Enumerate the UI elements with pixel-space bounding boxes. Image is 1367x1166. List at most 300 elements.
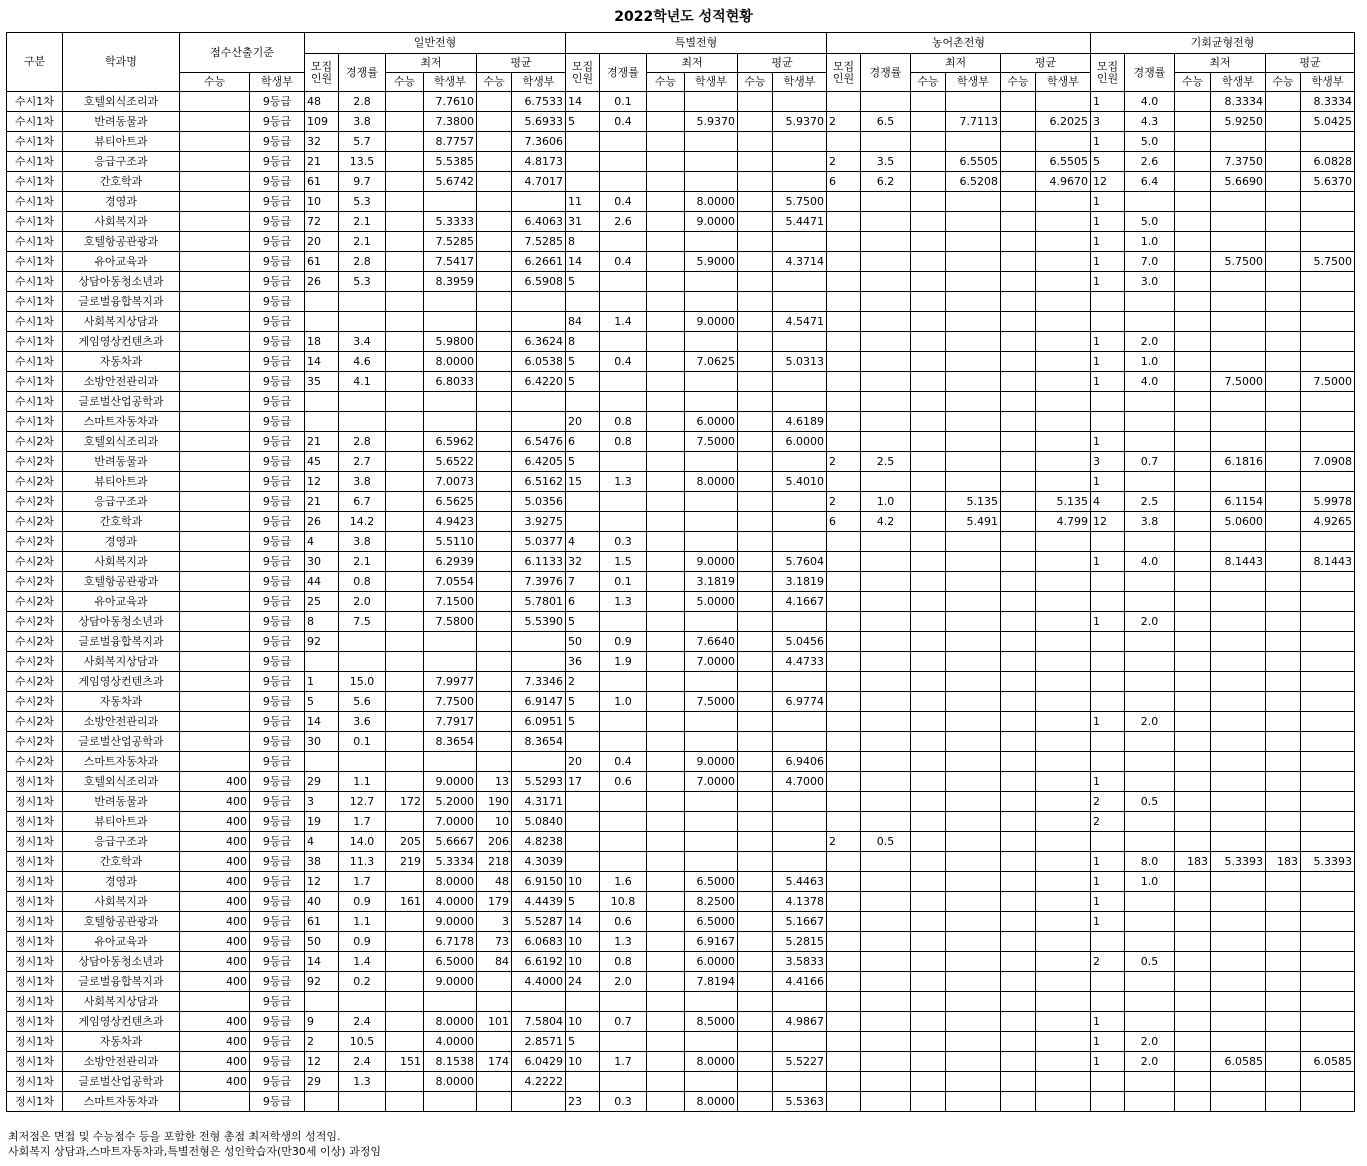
table-cell: 8.0000 bbox=[685, 472, 738, 492]
table-cell bbox=[477, 592, 512, 612]
table-cell bbox=[386, 92, 424, 112]
table-cell: 10 bbox=[566, 932, 600, 952]
table-cell bbox=[946, 432, 1001, 452]
table-cell: 응급구조과 bbox=[63, 152, 180, 172]
table-cell bbox=[180, 272, 250, 292]
table-cell bbox=[1125, 892, 1175, 912]
table-cell: 6.4063 bbox=[512, 212, 566, 232]
table-cell: 7.5 bbox=[339, 612, 386, 632]
table-cell bbox=[1175, 792, 1211, 812]
table-cell bbox=[600, 832, 647, 852]
table-cell bbox=[1266, 912, 1301, 932]
table-cell: 1.0 bbox=[600, 692, 647, 712]
table-cell bbox=[827, 392, 861, 412]
table-cell bbox=[1001, 1072, 1036, 1092]
table-cell bbox=[738, 612, 773, 632]
table-cell: 4.9423 bbox=[424, 512, 477, 532]
table-cell: 179 bbox=[477, 892, 512, 912]
table-cell bbox=[861, 852, 911, 872]
table-cell bbox=[386, 1092, 424, 1112]
table-cell: 4 bbox=[566, 532, 600, 552]
table-cell bbox=[738, 1032, 773, 1052]
table-row bbox=[7, 372, 1355, 392]
table-cell: 8.0000 bbox=[685, 1052, 738, 1072]
table-cell: 9등급 bbox=[250, 1092, 305, 1112]
table-cell: 1 bbox=[1091, 252, 1125, 272]
table-cell: 7.5000 bbox=[685, 692, 738, 712]
table-cell bbox=[477, 472, 512, 492]
table-cell bbox=[1301, 792, 1355, 812]
table-cell bbox=[305, 992, 339, 1012]
table-cell: 사회복지상담과 bbox=[63, 992, 180, 1012]
table-cell: 5.0456 bbox=[773, 632, 827, 652]
table-cell: 109 bbox=[305, 112, 339, 132]
table-cell bbox=[1175, 892, 1211, 912]
table-cell bbox=[1175, 712, 1211, 732]
table-cell bbox=[1301, 672, 1355, 692]
table-cell: 14 bbox=[566, 252, 600, 272]
table-cell: 5.6522 bbox=[424, 452, 477, 472]
table-row bbox=[7, 652, 1355, 672]
table-cell bbox=[861, 232, 911, 252]
table-cell: 6.9406 bbox=[773, 752, 827, 772]
table-cell: 소방안전관리과 bbox=[63, 372, 180, 392]
table-cell bbox=[738, 292, 773, 312]
table-cell: 6.0000 bbox=[685, 412, 738, 432]
table-cell bbox=[827, 472, 861, 492]
table-cell bbox=[1211, 732, 1266, 752]
table-cell: 9등급 bbox=[250, 432, 305, 452]
table-cell bbox=[1211, 652, 1266, 672]
table-cell bbox=[911, 132, 946, 152]
table-cell: 9등급 bbox=[250, 552, 305, 572]
table-row bbox=[7, 772, 1355, 792]
table-cell bbox=[1266, 752, 1301, 772]
table-cell: 글로벌산업공학과 bbox=[63, 392, 180, 412]
table-cell bbox=[946, 852, 1001, 872]
table-cell bbox=[827, 872, 861, 892]
table-cell bbox=[827, 772, 861, 792]
table-cell bbox=[861, 792, 911, 812]
table-cell bbox=[827, 752, 861, 772]
table-cell: 유아교육과 bbox=[63, 252, 180, 272]
table-cell: 스마트자동차과 bbox=[63, 412, 180, 432]
table-cell: 151 bbox=[386, 1052, 424, 1072]
header-recruit-label-b: 인원 bbox=[832, 71, 855, 85]
table-cell: 글로벌산업공학과 bbox=[63, 732, 180, 752]
table-cell: 8.2500 bbox=[685, 892, 738, 912]
table-cell: 7.0000 bbox=[685, 772, 738, 792]
table-cell: 1.7 bbox=[339, 812, 386, 832]
table-cell bbox=[1036, 252, 1091, 272]
table-cell bbox=[685, 672, 738, 692]
table-cell: 4.7000 bbox=[773, 772, 827, 792]
table-cell bbox=[911, 92, 946, 112]
table-cell bbox=[1301, 392, 1355, 412]
table-cell bbox=[738, 532, 773, 552]
table-cell bbox=[861, 332, 911, 352]
table-cell bbox=[911, 472, 946, 492]
table-cell bbox=[1091, 1072, 1125, 1092]
table-cell bbox=[861, 532, 911, 552]
table-cell bbox=[1036, 1012, 1091, 1032]
table-cell bbox=[911, 532, 946, 552]
table-cell bbox=[647, 192, 685, 212]
table-cell: 5.0356 bbox=[512, 492, 566, 512]
table-cell bbox=[1091, 572, 1125, 592]
table-cell: 6.9774 bbox=[773, 692, 827, 712]
table-cell bbox=[1036, 452, 1091, 472]
table-cell bbox=[647, 1092, 685, 1112]
table-cell: 0.3 bbox=[600, 532, 647, 552]
table-cell bbox=[1036, 92, 1091, 112]
table-cell bbox=[477, 712, 512, 732]
table-cell: 2 bbox=[305, 1032, 339, 1052]
table-cell: 5.7500 bbox=[1211, 252, 1266, 272]
table-cell: 8 bbox=[566, 332, 600, 352]
table-cell bbox=[477, 312, 512, 332]
table-cell: 상담아동청소년과 bbox=[63, 272, 180, 292]
header-recruit-count bbox=[566, 54, 600, 92]
table-cell bbox=[566, 152, 600, 172]
table-cell bbox=[773, 832, 827, 852]
table-cell: 간호학과 bbox=[63, 172, 180, 192]
table-row bbox=[7, 572, 1355, 592]
table-cell bbox=[685, 452, 738, 472]
table-cell bbox=[1175, 1032, 1211, 1052]
table-cell: 7.3800 bbox=[424, 112, 477, 132]
table-row bbox=[7, 492, 1355, 512]
table-cell: 190 bbox=[477, 792, 512, 812]
table-cell: 응급구조과 bbox=[63, 832, 180, 852]
table-cell bbox=[647, 312, 685, 332]
table-cell: 12 bbox=[305, 472, 339, 492]
table-cell: 7.3606 bbox=[512, 132, 566, 152]
table-cell bbox=[861, 1072, 911, 1092]
table-cell bbox=[685, 292, 738, 312]
table-cell: 9등급 bbox=[250, 492, 305, 512]
table-cell: 5.9000 bbox=[685, 252, 738, 272]
table-cell bbox=[647, 632, 685, 652]
table-cell bbox=[1001, 492, 1036, 512]
table-cell bbox=[773, 532, 827, 552]
table-cell bbox=[1175, 292, 1211, 312]
table-cell bbox=[180, 572, 250, 592]
table-cell: 9등급 bbox=[250, 692, 305, 712]
table-cell: 수시1차 bbox=[7, 132, 63, 152]
table-cell bbox=[946, 732, 1001, 752]
table-cell: 수시2차 bbox=[7, 732, 63, 752]
table-cell: 5.5293 bbox=[512, 772, 566, 792]
table-cell: 4.0 bbox=[1125, 552, 1175, 572]
table-row bbox=[7, 952, 1355, 972]
table-cell: 9.0000 bbox=[685, 312, 738, 332]
table-cell bbox=[512, 192, 566, 212]
table-cell bbox=[1175, 752, 1211, 772]
table-cell bbox=[1175, 312, 1211, 332]
table-cell bbox=[773, 852, 827, 872]
table-cell: 23 bbox=[566, 1092, 600, 1112]
table-cell bbox=[600, 792, 647, 812]
table-cell: 7.0625 bbox=[685, 352, 738, 372]
table-cell bbox=[180, 252, 250, 272]
table-cell bbox=[685, 792, 738, 812]
table-cell: 5 bbox=[566, 892, 600, 912]
table-cell: 5.9978 bbox=[1301, 492, 1355, 512]
table-cell bbox=[386, 572, 424, 592]
table-cell bbox=[1175, 92, 1211, 112]
table-cell bbox=[1001, 152, 1036, 172]
table-cell: 수시2차 bbox=[7, 452, 63, 472]
table-cell: 8.0000 bbox=[424, 1072, 477, 1092]
table-cell bbox=[1125, 412, 1175, 432]
table-cell: 4.6189 bbox=[773, 412, 827, 432]
table-row bbox=[7, 332, 1355, 352]
table-cell bbox=[1175, 272, 1211, 292]
table-cell bbox=[386, 1032, 424, 1052]
table-cell bbox=[1001, 832, 1036, 852]
table-cell: 400 bbox=[180, 772, 250, 792]
table-cell bbox=[1211, 752, 1266, 772]
table-cell bbox=[566, 832, 600, 852]
table-cell bbox=[647, 492, 685, 512]
table-cell bbox=[1175, 452, 1211, 472]
table-cell bbox=[1301, 612, 1355, 632]
table-cell: 15 bbox=[566, 472, 600, 492]
table-cell bbox=[386, 372, 424, 392]
table-cell: 18 bbox=[305, 332, 339, 352]
table-cell bbox=[1175, 912, 1211, 932]
table-cell: 6.5505 bbox=[1036, 152, 1091, 172]
table-cell bbox=[1211, 672, 1266, 692]
table-cell bbox=[180, 992, 250, 1012]
table-cell: 5.6933 bbox=[512, 112, 566, 132]
table-cell bbox=[1175, 212, 1211, 232]
table-cell: 2.0 bbox=[1125, 612, 1175, 632]
table-cell bbox=[1175, 432, 1211, 452]
table-cell: 1 bbox=[1091, 432, 1125, 452]
table-cell: 9등급 bbox=[250, 932, 305, 952]
table-cell: 7.9977 bbox=[424, 672, 477, 692]
table-cell: 스마트자동차과 bbox=[63, 1092, 180, 1112]
table-cell: 6.0000 bbox=[773, 432, 827, 452]
table-cell: 자동차과 bbox=[63, 1032, 180, 1052]
table-cell: 20 bbox=[566, 752, 600, 772]
table-cell: 5.0377 bbox=[512, 532, 566, 552]
table-row bbox=[7, 252, 1355, 272]
table-cell bbox=[647, 672, 685, 692]
table-cell bbox=[1036, 132, 1091, 152]
table-cell bbox=[600, 292, 647, 312]
table-cell bbox=[861, 652, 911, 672]
table-cell: 6.5962 bbox=[424, 432, 477, 452]
table-cell: 12 bbox=[305, 1052, 339, 1072]
table-cell bbox=[566, 292, 600, 312]
table-cell bbox=[946, 1052, 1001, 1072]
table-cell bbox=[827, 532, 861, 552]
table-row bbox=[7, 152, 1355, 172]
table-cell bbox=[1175, 512, 1211, 532]
table-cell: 1 bbox=[1091, 132, 1125, 152]
table-cell: 26 bbox=[305, 272, 339, 292]
table-cell: 1.1 bbox=[339, 772, 386, 792]
table-cell bbox=[911, 912, 946, 932]
table-cell: 13.5 bbox=[339, 152, 386, 172]
table-cell: 8.3654 bbox=[512, 732, 566, 752]
table-cell bbox=[827, 332, 861, 352]
table-cell bbox=[1266, 372, 1301, 392]
table-cell bbox=[305, 312, 339, 332]
table-cell: 1.3 bbox=[600, 472, 647, 492]
table-cell: 수시2차 bbox=[7, 692, 63, 712]
table-row bbox=[7, 292, 1355, 312]
table-cell: 174 bbox=[477, 1052, 512, 1072]
table-cell bbox=[1301, 832, 1355, 852]
table-cell bbox=[647, 212, 685, 232]
table-cell bbox=[1001, 312, 1036, 332]
table-cell: 정시1차 bbox=[7, 772, 63, 792]
table-row bbox=[7, 752, 1355, 772]
table-cell bbox=[685, 232, 738, 252]
table-cell bbox=[1301, 352, 1355, 372]
table-cell bbox=[773, 612, 827, 632]
table-cell: 4 bbox=[305, 532, 339, 552]
header-suneung: 수능 bbox=[477, 73, 512, 92]
table-cell bbox=[180, 192, 250, 212]
table-cell: 1.5 bbox=[600, 552, 647, 572]
table-cell bbox=[773, 452, 827, 472]
table-cell: 4.5471 bbox=[773, 312, 827, 332]
table-cell bbox=[738, 372, 773, 392]
table-cell bbox=[911, 752, 946, 772]
table-cell bbox=[339, 392, 386, 412]
table-cell: 3.8 bbox=[339, 472, 386, 492]
table-cell bbox=[911, 312, 946, 332]
table-cell bbox=[305, 412, 339, 432]
table-cell bbox=[1001, 632, 1036, 652]
table-cell: 사회복지상담과 bbox=[63, 652, 180, 672]
table-cell: 5.3334 bbox=[424, 852, 477, 872]
table-cell bbox=[386, 1012, 424, 1032]
table-cell bbox=[946, 532, 1001, 552]
table-cell bbox=[738, 852, 773, 872]
table-cell: 4.3039 bbox=[512, 852, 566, 872]
table-cell bbox=[1301, 712, 1355, 732]
table-cell bbox=[1266, 992, 1301, 1012]
table-cell bbox=[1211, 272, 1266, 292]
table-cell: 7.0000 bbox=[424, 812, 477, 832]
table-cell bbox=[773, 672, 827, 692]
table-cell: 31 bbox=[566, 212, 600, 232]
table-cell: 36 bbox=[566, 652, 600, 672]
table-cell bbox=[685, 732, 738, 752]
table-cell bbox=[1036, 832, 1091, 852]
table-cell bbox=[738, 892, 773, 912]
table-cell: 5.2815 bbox=[773, 932, 827, 952]
table-cell bbox=[685, 852, 738, 872]
header-suneung: 수능 bbox=[911, 73, 946, 92]
table-cell bbox=[738, 192, 773, 212]
header-haksaeng: 학생부 bbox=[250, 73, 305, 92]
table-cell: 9.0000 bbox=[685, 552, 738, 572]
table-cell bbox=[946, 592, 1001, 612]
table-cell: 1 bbox=[1091, 92, 1125, 112]
table-cell bbox=[1036, 612, 1091, 632]
table-cell: 5 bbox=[566, 1032, 600, 1052]
table-cell: 1 bbox=[1091, 372, 1125, 392]
table-cell: 14 bbox=[305, 712, 339, 732]
table-cell: 7.5417 bbox=[424, 252, 477, 272]
table-cell bbox=[827, 992, 861, 1012]
table-cell bbox=[1301, 992, 1355, 1012]
header-haksaeng: 학생부 bbox=[424, 73, 477, 92]
table-cell bbox=[911, 632, 946, 652]
table-cell bbox=[773, 792, 827, 812]
table-cell bbox=[911, 172, 946, 192]
table-cell: 5.3 bbox=[339, 192, 386, 212]
table-cell bbox=[180, 692, 250, 712]
table-cell bbox=[386, 252, 424, 272]
table-cell bbox=[477, 732, 512, 752]
table-cell bbox=[827, 972, 861, 992]
table-cell: 29 bbox=[305, 772, 339, 792]
table-cell: 1 bbox=[1091, 892, 1125, 912]
table-cell bbox=[1266, 252, 1301, 272]
table-cell: 9등급 bbox=[250, 952, 305, 972]
table-cell: 수시1차 bbox=[7, 292, 63, 312]
table-cell: 2.8 bbox=[339, 252, 386, 272]
table-cell bbox=[1266, 132, 1301, 152]
header-lowest: 최저 bbox=[1175, 54, 1266, 73]
table-cell: 5.7604 bbox=[773, 552, 827, 572]
table-cell bbox=[738, 392, 773, 412]
table-cell: 3.5 bbox=[861, 152, 911, 172]
header-suneung: 수능 bbox=[1175, 73, 1211, 92]
table-cell: 7.3976 bbox=[512, 572, 566, 592]
table-cell: 6.9167 bbox=[685, 932, 738, 952]
table-cell bbox=[1001, 472, 1036, 492]
table-cell bbox=[946, 472, 1001, 492]
header-recruit-label-a: 모집 bbox=[1096, 59, 1119, 73]
table-cell bbox=[773, 292, 827, 312]
table-cell: 4.9670 bbox=[1036, 172, 1091, 192]
table-cell bbox=[1175, 772, 1211, 792]
table-cell: 1 bbox=[1091, 852, 1125, 872]
table-cell bbox=[1211, 412, 1266, 432]
table-cell bbox=[861, 1032, 911, 1052]
table-cell: 2.4 bbox=[339, 1012, 386, 1032]
table-cell bbox=[424, 392, 477, 412]
table-cell bbox=[512, 992, 566, 1012]
table-cell bbox=[738, 252, 773, 272]
table-cell bbox=[386, 652, 424, 672]
table-cell: 4.3171 bbox=[512, 792, 566, 812]
table-cell bbox=[1301, 212, 1355, 232]
table-cell: 8.5000 bbox=[685, 1012, 738, 1032]
table-cell: 6.0585 bbox=[1301, 1052, 1355, 1072]
table-cell: 61 bbox=[305, 252, 339, 272]
table-cell: 3.1819 bbox=[685, 572, 738, 592]
table-row bbox=[7, 892, 1355, 912]
table-cell bbox=[1125, 1012, 1175, 1032]
table-cell bbox=[1301, 912, 1355, 932]
table-cell: 9등급 bbox=[250, 232, 305, 252]
table-cell: 9등급 bbox=[250, 132, 305, 152]
table-cell: 0.4 bbox=[600, 352, 647, 372]
table-cell: 8.1443 bbox=[1301, 552, 1355, 572]
table-cell bbox=[827, 192, 861, 212]
table-cell: 수시1차 bbox=[7, 252, 63, 272]
